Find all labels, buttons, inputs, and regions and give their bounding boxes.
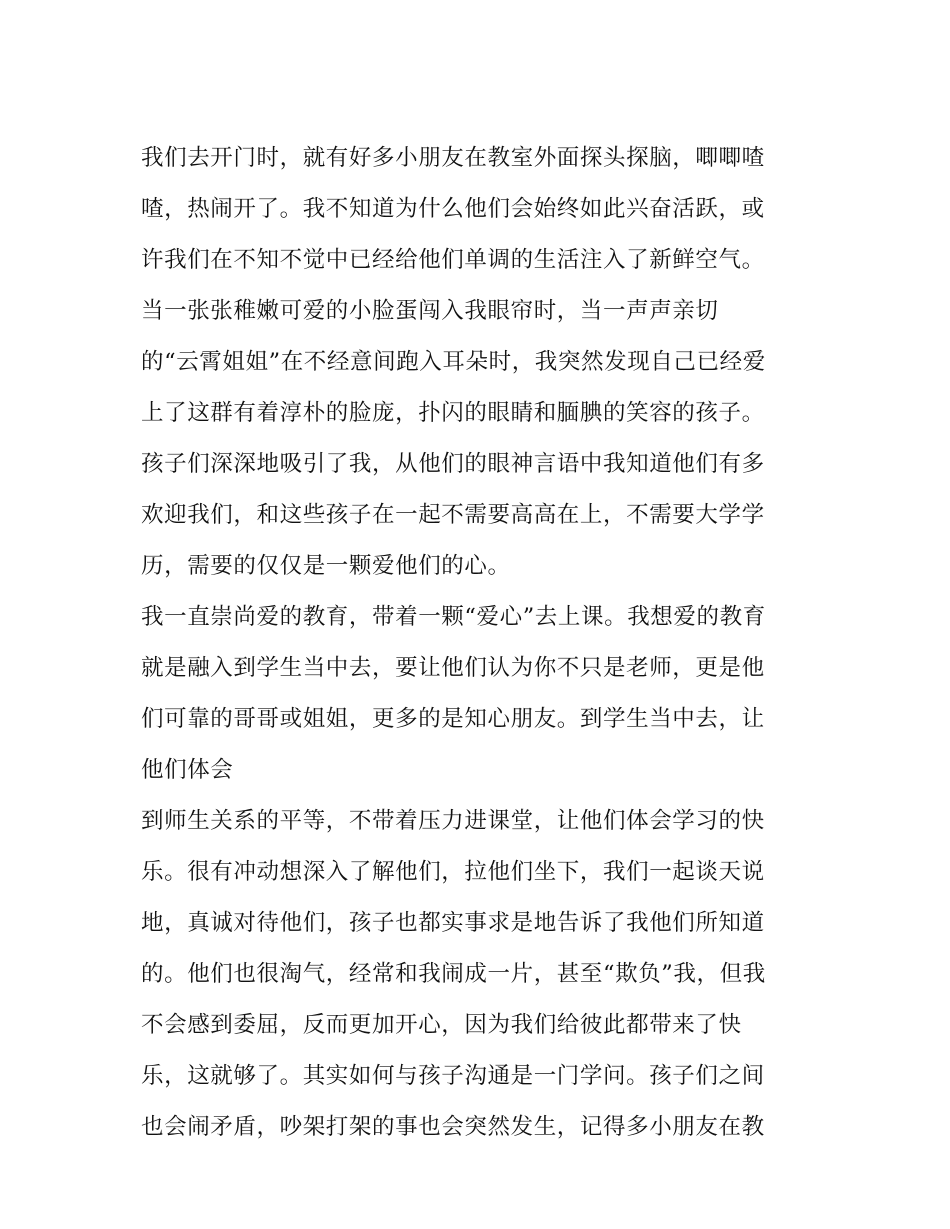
text-line: 到师生关系的平等，不带着压力进课堂，让他们体会学习的快 — [141, 808, 765, 834]
text-line: 就是融入到学生当中去，要让他们认为你不只是老师，更是他 — [141, 655, 765, 681]
body-text — [141, 133, 841, 1153]
text-line: 的。他们也很淘气，经常和我闹成一片，甚至“欺负”我，但我 — [141, 961, 766, 987]
text-line: 也会闹矛盾，吵架打架的事也会突然发生，记得多小朋友在教 — [141, 1114, 765, 1140]
text-line: 孩子们深深地吸引了我，从他们的眼神言语中我知道他们有多 — [141, 451, 765, 477]
text-line: 我们去开门时，就有好多小朋友在教室外面探头探脑，唧唧喳 — [141, 145, 765, 171]
text-line: 我一直崇尚爱的教育，带着一颗“爱心”去上课。我想爱的教育 — [141, 604, 766, 630]
text-line: 他们体会 — [141, 757, 234, 783]
text-line: 乐。很有冲动想深入了解他们，拉他们坐下，我们一起谈天说 — [141, 859, 765, 885]
text-line: 地，真诚对待他们，孩子也都实事求是地告诉了我他们所知道 — [141, 910, 765, 936]
text-line: 上了这群有着淳朴的脸庞，扑闪的眼睛和腼腆的笑容的孩子。 — [141, 400, 765, 426]
text-line: 当一张张稚嫩可爱的小脸蛋闯入我眼帘时，当一声声亲切 — [141, 298, 719, 324]
text-line: 许我们在不知不觉中已经给他们单调的生活注入了新鲜空气。 — [141, 247, 765, 273]
text-line: 欢迎我们，和这些孩子在一起不需要高高在上，不需要大学学 — [141, 502, 765, 528]
text-line: 乐，这就够了。其实如何与孩子沟通是一门学问。孩子们之间 — [141, 1063, 765, 1089]
text-line: 历，需要的仅仅是一颗爱他们的心。 — [141, 553, 511, 579]
text-line: 的“云霄姐姐”在不经意间跑入耳朵时，我突然发现自己已经爱 — [141, 349, 766, 375]
text-line: 喳，热闹开了。我不知道为什么他们会始终如此兴奋活跃，或 — [141, 196, 765, 222]
text-line: 不会感到委屈，反而更加开心，因为我们给彼此都带来了快 — [141, 1012, 742, 1038]
text-line: 们可靠的哥哥或姐姐，更多的是知心朋友。到学生当中去，让 — [141, 706, 765, 732]
